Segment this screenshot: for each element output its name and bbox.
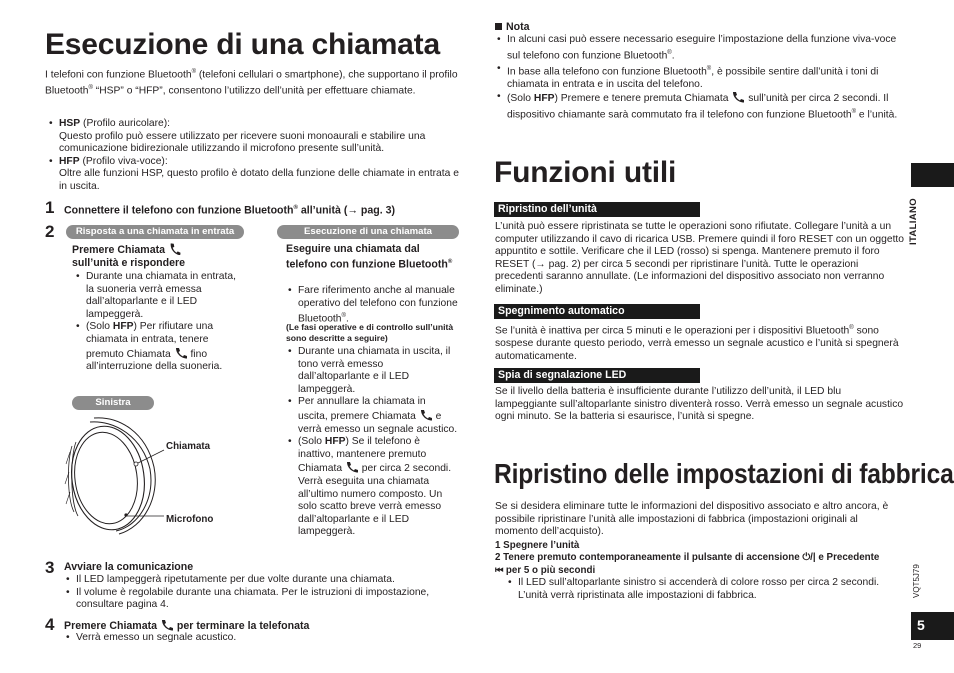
step-4-number: 4 [45,615,55,634]
note-bullet-2: • In base alla telefono con funzione Bluetooth®, è possibile sentire dall’unità i toni di chiamata in entrata e in uscita del telefono. [497,63,907,92]
language-label: ITALIANO [908,198,919,245]
headphone-illustration [64,412,174,542]
answer-bullet-2: • (Solo HFP) Per rifiutare una chiamata in entrata, tenere premuto Chiamata fino all’interruzione della suoneria. [76,321,244,373]
step3-bullet-2: • Il volume è regolabile durante una chiamata. Per le istruzioni di impostazione, consultare pagina 4. [66,587,461,612]
factory-bullet-1: • Il LED sull’altoparlante sinistro si accenderà di colore rosso per circa 2 secondi. L’unità verrà ripristinata alle impostazioni di fabbrica. [508,577,888,602]
note-list [497,34,907,122]
make-call-bullets-2 [288,346,458,539]
factory-reset-title: Ripristino delle impostazioni di fabbrica [494,458,954,489]
profile-list [49,118,461,194]
step-3-title: Avviare la comunicazione [64,561,194,573]
make-call-title: Eseguire una chiamata dal telefono con funzione Bluetooth® [286,243,453,271]
previous-icon: ⏮ [495,564,504,576]
power-icon: ⏻/| [802,552,816,563]
page-title: Esecuzione di una chiamata [45,28,440,61]
useful-functions-title: Funzioni utili [494,156,677,189]
note-bullet-1: • In alcuni casi può essere necessario eseguire l’impostazione della funzione viva-voce sul telefono con funzione Bluetooth®. [497,34,907,63]
factory-step-2: 2 Tenere premuto contemporaneamente il pulsante di accensione ⏻/| e Precedente ⏮ per 5 o più secondi [495,552,880,576]
note-bullet-3: • (Solo HFP) Premere e tenere premuta Chiamata sull’unità per circa 2 secondi. Il dispositivo chiamante sarà commutato fra il telefono con funzione Bluetooth® e l’unità. [497,91,907,122]
note-square-icon [495,23,502,30]
factory-bullets [508,577,888,602]
make-bullet-2: • Durante una chiamata in uscita, il tono verrà emesso dall’altoparlante e il LED lampeggerà. [288,346,458,396]
hfp-item: • HFP (Profilo viva-voce): Oltre alle funzioni HSP, questo profilo è dotato della funzione delle chiamate in entrata e in uscita. [49,156,461,194]
call-icon [731,91,745,103]
step4-bullet-1: • Verrà emesso un segnale acustico. [66,632,461,645]
step-1-title: Connettere il telefono con funzione Bluetooth® all’unità (→ pag. 3) [64,204,396,217]
step-4-bullets [66,632,461,645]
section-bar-reset: Ripristino dell’unità [494,202,700,217]
document-code: VQT5J79 [912,564,921,598]
intro-paragraph: I telefoni con funzione Bluetooth® (telefoni cellulari o smartphone), che supportano il profilo Bluetooth® “HSP” o “HFP”, consentono l’utilizzo dell’unità per effettuare chiamate. [45,69,458,97]
note-heading: Nota [495,21,530,34]
step-2-number: 2 [45,222,55,241]
side-tab-block [911,163,954,187]
section-bar-led: Spia di segnalazione LED [494,368,700,383]
reset-text: L’unità può essere ripristinata se tutte le operazioni sono rifiutate. Collegare l’unità a un computer utilizzando il cavo di ricarica USB. Premere quindi il foro RESET con un oggetto appuntito e sottile. Verificare che il LED (rosso) si spenga. Mantenere premuto il foro RESET (→ pag. 2) per circa 5 secondi per ripristinare l’unità. Tutte le operazioni precedenti saranno annullate. (Le informazioni del dispositivo associato non verranno eliminate.) [495,221,905,295]
step3-bullet-1: • Il LED lampeggerà ripetutamente per due volte durante una chiamata. [66,574,461,587]
page-number-small: 29 [913,641,922,650]
make-call-bullets-1 [288,285,458,326]
hsp-item: • HSP (Profilo auricolare): Questo profilo può essere utilizzato per ricevere suoni monoaurali e stabilire una comunicazione bidirezionale utilizzando il microfono presente sull’unità. [49,118,461,156]
section-bar-auto-off: Spegnimento automatico [494,304,700,319]
page-number: 5 [917,617,925,633]
step-4-title: Premere Chiamata per terminare la telefonata [64,620,310,632]
factory-reset-text: Se si desidera eliminare tutte le informazioni del dispositivo associato e altro ancora, è possibile ripristinare l’unità alle impostazioni di fabbrica (impostazioni originali al momento dell’acquisto). [495,501,889,538]
led-text: Se il livello della batteria è insufficiente durante l’utilizzo dell’unità, il LED blu lampeggiante sull’altoparlante sinistro diventerà rosso. Verrà emesso un segnale acustico ogni minuto. Se la batteria si esaurisce, l’unità si spegne. [495,386,904,423]
step-3-number: 3 [45,558,55,577]
call-icon [168,243,182,255]
step-3-bullets [66,574,461,612]
make-bullet-1: • Fare riferimento anche al manuale operativo del telefono con funzione Bluetooth®. [288,285,458,326]
call-button-label: Chiamata [166,441,211,452]
answer-call-title: Premere Chiamata sull’unità e rispondere [72,244,186,269]
factory-step-1: 1 Spegnere l’unità [495,540,580,551]
call-icon [160,619,174,631]
make-bullet-4: • (Solo HFP) Se il telefono è inattivo, mantenere premuto Chiamata per circa 2 secondi. Verrà eseguita una chiamata all’ultimo numero composto. Un solo scatto breve verrà emesso dall’altoparlante e il LED lampeggerà. [288,436,458,539]
step-1-number: 1 [45,198,55,217]
call-icon [419,409,433,421]
answer-bullet-1: • Durante una chiamata in entrata, la suoneria verrà emessa dall’altoparlante e il LED lampeggerà. [76,271,244,321]
make-call-note: (Le fasi operative e di controllo sull’unità sono descritte a seguire) [286,322,454,343]
make-bullet-3: • Per annullare la chiamata in uscita, premere Chiamata e verrà emesso un segnale acustico. [288,396,458,436]
call-icon [174,347,188,359]
make-call-pill: Esecuzione di una chiamata [277,225,459,239]
call-icon [345,461,359,473]
left-side-pill: Sinistra [72,396,154,410]
auto-off-text: Se l’unità è inattiva per circa 5 minuti e le operazioni per i dispositivi Bluetooth® sono sospese durante questo periodo, verrà emesso un segnale acustico e l’unità si spegnerà automaticamente. [495,325,899,362]
answer-call-pill: Risposta a una chiamata in entrata [66,225,244,239]
answer-call-bullets [76,271,244,374]
microphone-label: Microfono [166,514,214,525]
